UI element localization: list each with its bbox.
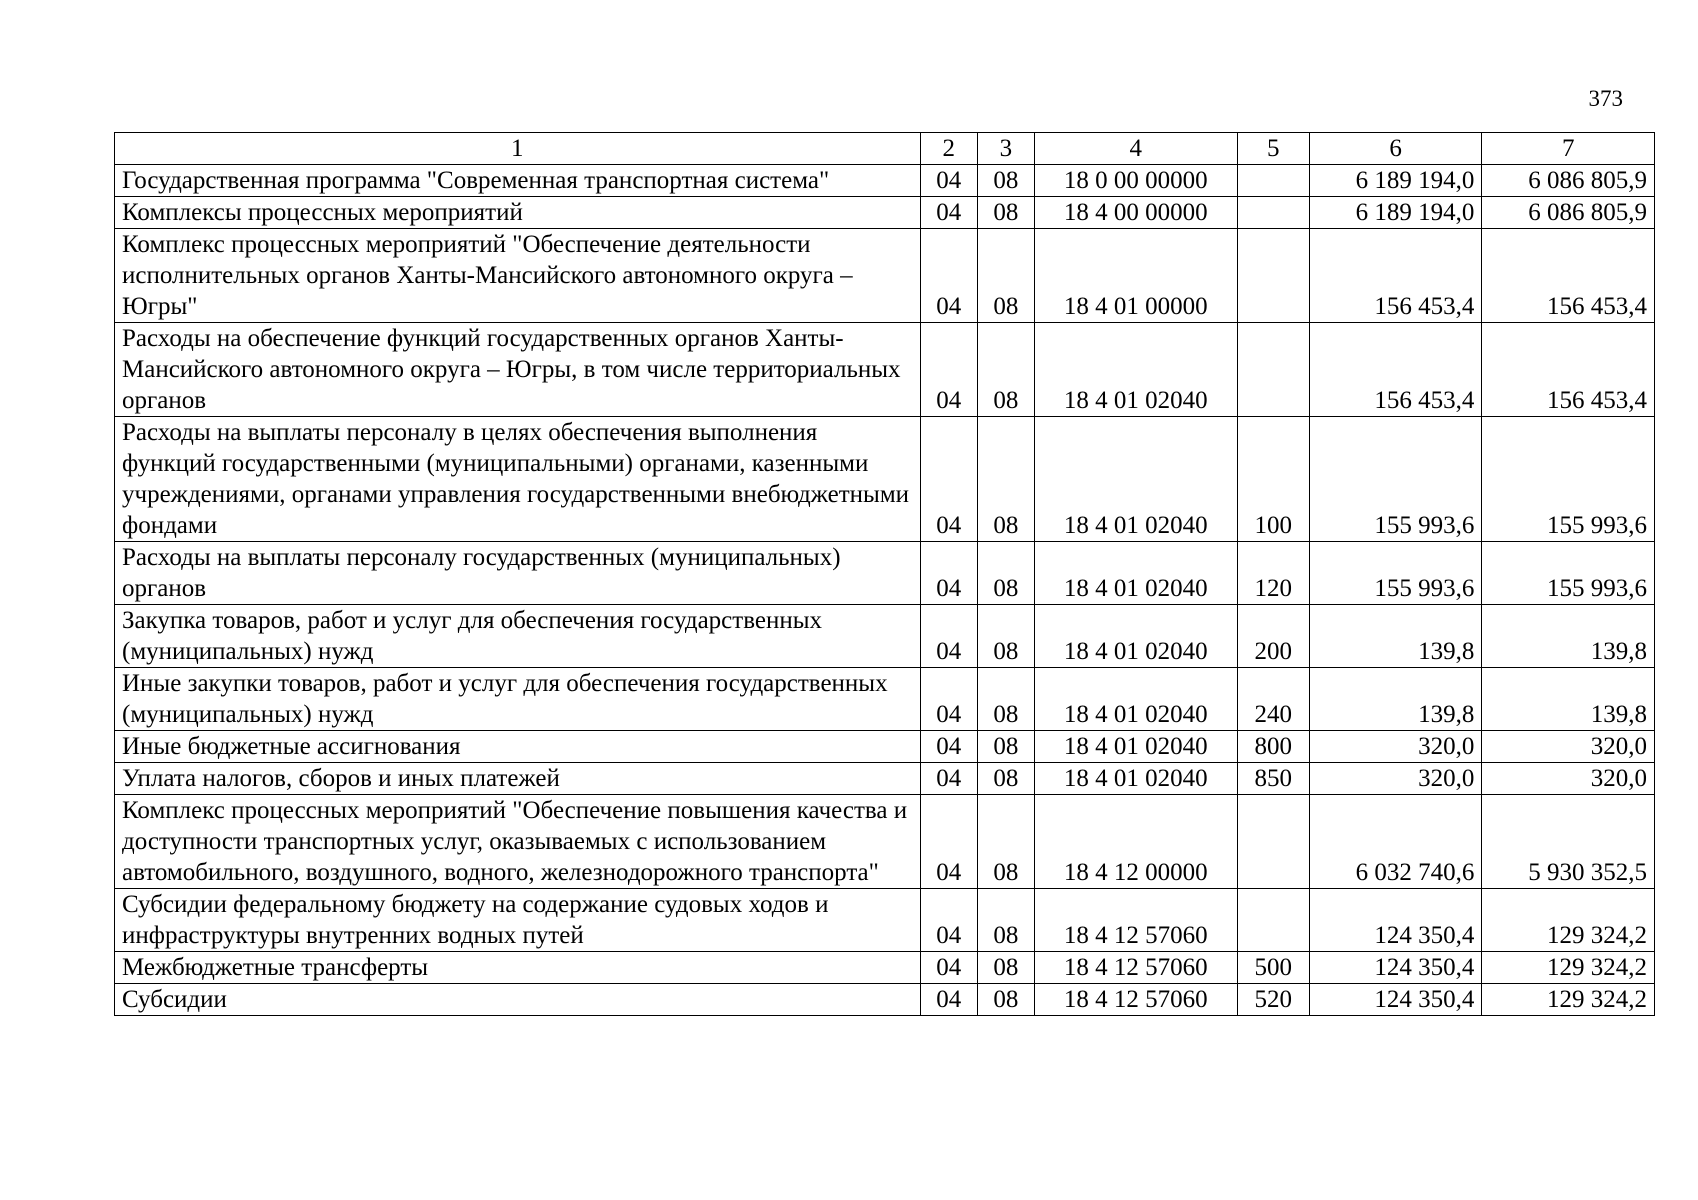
row-expense-type-cell	[1237, 323, 1309, 417]
row-target-article-cell: 18 4 01 02040	[1034, 542, 1237, 605]
row-target-article-cell: 18 4 01 02040	[1034, 417, 1237, 542]
row-section-cell: 04	[920, 542, 977, 605]
row-section-cell: 04	[920, 229, 977, 323]
header-cell: 3	[977, 133, 1034, 165]
row-name-cell: Иные закупки товаров, работ и услуг для обеспечения государственных (муниципальных) нужд	[115, 668, 921, 731]
row-target-article-cell: 18 4 12 57060	[1034, 984, 1237, 1016]
row-subsection-cell: 08	[977, 952, 1034, 984]
header-cell: 6	[1309, 133, 1482, 165]
row-expense-type-cell: 850	[1237, 763, 1309, 795]
row-section-cell: 04	[920, 323, 977, 417]
row-target-article-cell: 18 4 01 02040	[1034, 763, 1237, 795]
row-section-cell: 04	[920, 197, 977, 229]
row-amount-1-cell: 6 189 194,0	[1309, 165, 1482, 197]
header-cell: 7	[1482, 133, 1655, 165]
row-expense-type-cell	[1237, 229, 1309, 323]
row-amount-1-cell: 155 993,6	[1309, 542, 1482, 605]
header-cell: 5	[1237, 133, 1309, 165]
row-target-article-cell: 18 4 12 57060	[1034, 952, 1237, 984]
table-row	[115, 668, 1655, 731]
row-subsection-cell: 08	[977, 668, 1034, 731]
row-expense-type-cell	[1237, 795, 1309, 889]
row-name-cell: Субсидии федеральному бюджету на содержание судовых ходов и инфраструктуры внутренних водных путей	[115, 889, 921, 952]
table-row	[115, 165, 1655, 197]
row-target-article-cell: 18 0 00 00000	[1034, 165, 1237, 197]
row-amount-1-cell: 124 350,4	[1309, 952, 1482, 984]
row-amount-2-cell: 139,8	[1482, 668, 1655, 731]
row-amount-2-cell: 129 324,2	[1482, 984, 1655, 1016]
row-amount-1-cell: 139,8	[1309, 605, 1482, 668]
row-amount-1-cell: 124 350,4	[1309, 984, 1482, 1016]
table-header-row	[115, 133, 1655, 165]
row-expense-type-cell: 520	[1237, 984, 1309, 1016]
row-section-cell: 04	[920, 984, 977, 1016]
row-name-cell: Иные бюджетные ассигнования	[115, 731, 921, 763]
row-subsection-cell: 08	[977, 763, 1034, 795]
table-row	[115, 323, 1655, 417]
row-amount-2-cell: 129 324,2	[1482, 952, 1655, 984]
row-target-article-cell: 18 4 01 02040	[1034, 323, 1237, 417]
row-amount-1-cell: 155 993,6	[1309, 417, 1482, 542]
row-expense-type-cell	[1237, 165, 1309, 197]
page-number: 373	[1588, 86, 1623, 111]
row-amount-1-cell: 156 453,4	[1309, 229, 1482, 323]
row-amount-2-cell: 155 993,6	[1482, 417, 1655, 542]
row-subsection-cell: 08	[977, 229, 1034, 323]
row-section-cell: 04	[920, 889, 977, 952]
table-row	[115, 984, 1655, 1016]
budget-table	[114, 132, 1655, 1016]
table-row	[115, 889, 1655, 952]
row-name-cell: Комплексы процессных мероприятий	[115, 197, 921, 229]
row-amount-1-cell: 6 189 194,0	[1309, 197, 1482, 229]
row-amount-1-cell: 124 350,4	[1309, 889, 1482, 952]
row-section-cell: 04	[920, 731, 977, 763]
row-name-cell: Субсидии	[115, 984, 921, 1016]
row-name-cell: Межбюджетные трансферты	[115, 952, 921, 984]
row-name-cell: Государственная программа "Современная транспортная система"	[115, 165, 921, 197]
table-row	[115, 795, 1655, 889]
row-subsection-cell: 08	[977, 795, 1034, 889]
row-amount-2-cell: 320,0	[1482, 731, 1655, 763]
row-section-cell: 04	[920, 668, 977, 731]
row-subsection-cell: 08	[977, 889, 1034, 952]
row-section-cell: 04	[920, 952, 977, 984]
row-subsection-cell: 08	[977, 197, 1034, 229]
row-amount-1-cell: 156 453,4	[1309, 323, 1482, 417]
table-row	[115, 197, 1655, 229]
row-expense-type-cell: 200	[1237, 605, 1309, 668]
row-amount-2-cell: 320,0	[1482, 763, 1655, 795]
row-target-article-cell: 18 4 12 00000	[1034, 795, 1237, 889]
row-amount-2-cell: 6 086 805,9	[1482, 165, 1655, 197]
row-amount-2-cell: 156 453,4	[1482, 229, 1655, 323]
row-subsection-cell: 08	[977, 165, 1034, 197]
row-amount-1-cell: 6 032 740,6	[1309, 795, 1482, 889]
header-cell: 4	[1034, 133, 1237, 165]
row-target-article-cell: 18 4 01 02040	[1034, 605, 1237, 668]
row-expense-type-cell	[1237, 197, 1309, 229]
row-subsection-cell: 08	[977, 417, 1034, 542]
row-expense-type-cell	[1237, 889, 1309, 952]
row-target-article-cell: 18 4 01 02040	[1034, 731, 1237, 763]
row-expense-type-cell: 100	[1237, 417, 1309, 542]
row-expense-type-cell: 120	[1237, 542, 1309, 605]
row-amount-2-cell: 5 930 352,5	[1482, 795, 1655, 889]
row-expense-type-cell: 240	[1237, 668, 1309, 731]
row-name-cell: Уплата налогов, сборов и иных платежей	[115, 763, 921, 795]
row-amount-2-cell: 129 324,2	[1482, 889, 1655, 952]
row-name-cell: Комплекс процессных мероприятий "Обеспечение повышения качества и доступности транспортных услуг, оказываемых с использованием автомобильного, воздушного, водного, железнодорожного транспорта"	[115, 795, 921, 889]
row-amount-1-cell: 320,0	[1309, 763, 1482, 795]
row-target-article-cell: 18 4 12 57060	[1034, 889, 1237, 952]
table-row	[115, 763, 1655, 795]
row-amount-2-cell: 139,8	[1482, 605, 1655, 668]
row-target-article-cell: 18 4 00 00000	[1034, 197, 1237, 229]
row-subsection-cell: 08	[977, 605, 1034, 668]
row-section-cell: 04	[920, 417, 977, 542]
row-target-article-cell: 18 4 01 02040	[1034, 668, 1237, 731]
row-name-cell: Комплекс процессных мероприятий "Обеспечение деятельности исполнительных органов Ханты-Мансийского автономного округа – Югры"	[115, 229, 921, 323]
row-name-cell: Расходы на выплаты персоналу государственных (муниципальных) органов	[115, 542, 921, 605]
row-amount-2-cell: 6 086 805,9	[1482, 197, 1655, 229]
table-row	[115, 229, 1655, 323]
table-row	[115, 417, 1655, 542]
row-section-cell: 04	[920, 605, 977, 668]
row-name-cell: Закупка товаров, работ и услуг для обеспечения государственных (муниципальных) нужд	[115, 605, 921, 668]
table-row	[115, 731, 1655, 763]
table-row	[115, 605, 1655, 668]
row-expense-type-cell: 800	[1237, 731, 1309, 763]
table-row	[115, 542, 1655, 605]
row-amount-1-cell: 139,8	[1309, 668, 1482, 731]
header-cell: 2	[920, 133, 977, 165]
row-amount-2-cell: 156 453,4	[1482, 323, 1655, 417]
row-section-cell: 04	[920, 165, 977, 197]
row-expense-type-cell: 500	[1237, 952, 1309, 984]
row-section-cell: 04	[920, 763, 977, 795]
table-body	[115, 165, 1655, 1016]
row-section-cell: 04	[920, 795, 977, 889]
row-subsection-cell: 08	[977, 731, 1034, 763]
row-subsection-cell: 08	[977, 542, 1034, 605]
row-amount-2-cell: 155 993,6	[1482, 542, 1655, 605]
header-cell: 1	[115, 133, 921, 165]
row-subsection-cell: 08	[977, 984, 1034, 1016]
row-subsection-cell: 08	[977, 323, 1034, 417]
row-amount-1-cell: 320,0	[1309, 731, 1482, 763]
row-name-cell: Расходы на обеспечение функций государственных органов Ханты-Мансийского автономного округа – Югры, в том числе территориальных органов	[115, 323, 921, 417]
table-row	[115, 952, 1655, 984]
row-target-article-cell: 18 4 01 00000	[1034, 229, 1237, 323]
row-name-cell: Расходы на выплаты персоналу в целях обеспечения выполнения функций государственными (муниципальными) органами, казенными учреждениями, органами управления государственными внебюджетными фондами	[115, 417, 921, 542]
